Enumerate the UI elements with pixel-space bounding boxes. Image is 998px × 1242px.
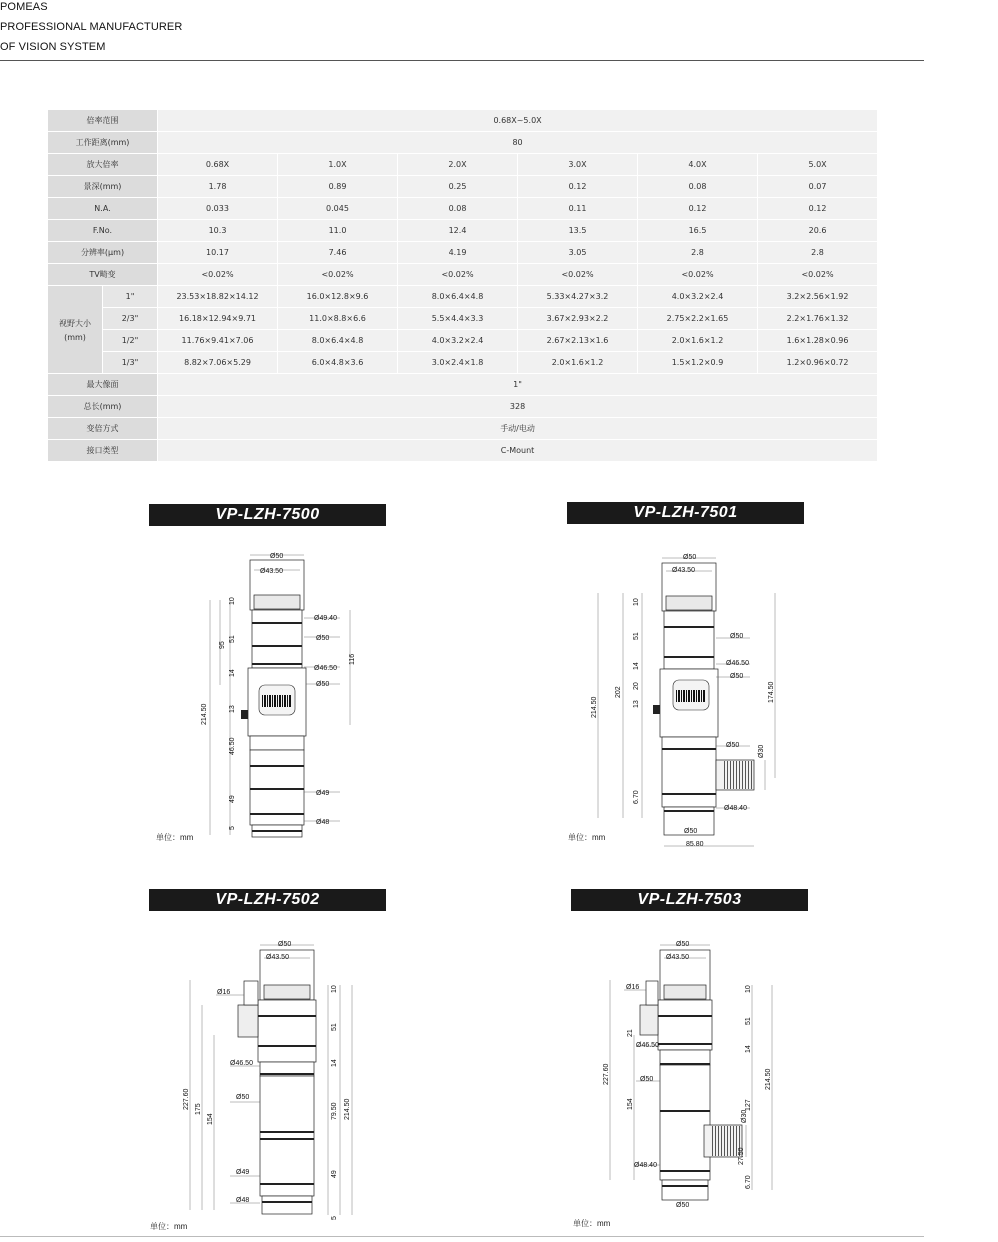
unit-label-7500: 单位：mm [156, 833, 194, 842]
distortion-cell: <0.02% [518, 264, 638, 286]
dim-d50b: Ø50 [730, 633, 744, 640]
model-title-7500: VP-LZH-7500 [149, 504, 386, 526]
fov-cell: 4.0×3.2×2.4 [398, 330, 518, 352]
fov-cell: 8.82×7.06×5.29 [158, 352, 278, 374]
dim-v22760: 227.60 [183, 1088, 190, 1110]
model-title-7501: VP-LZH-7501 [567, 502, 804, 524]
zoom-mode-value: 手动/电动 [158, 418, 878, 440]
dim-v51: 51 [745, 1017, 752, 1025]
drawing-7502 [180, 935, 360, 1225]
row-total-length [48, 396, 878, 418]
fov-sensor: 1" [103, 286, 158, 308]
footer-divider [0, 1236, 924, 1237]
dim-v10: 10 [229, 597, 236, 605]
max-image-label: 最大像面 [48, 374, 158, 396]
dim-d50e: Ø50 [684, 828, 698, 835]
fov-cell: 8.0×6.4×4.8 [278, 330, 398, 352]
max-image-value: 1" [158, 374, 878, 396]
distortion-cell: <0.02% [398, 264, 518, 286]
fov-cell: 5.33×4.27×3.2 [518, 286, 638, 308]
dim-d4650: Ø46.50 [636, 1042, 659, 1049]
dim-v14: 14 [331, 1059, 338, 1067]
fov-cell: 2.67×2.13×1.6 [518, 330, 638, 352]
row-mount [48, 440, 878, 462]
dim-v21: 21 [627, 1029, 634, 1037]
dim-d43: Ø43.50 [260, 568, 283, 575]
dim-v21450: 214.50 [765, 1068, 772, 1090]
dim-v13: 13 [229, 705, 236, 713]
dim-v175: 175 [195, 1103, 202, 1115]
total-length-value: 328 [158, 396, 878, 418]
total-length-label: 总长(mm) [48, 396, 158, 418]
dim-d50: Ø50 [676, 941, 690, 948]
brand-tagline-1: PROFESSIONAL MANUFACTURER [0, 21, 183, 33]
row-na [48, 198, 878, 220]
dim-v95: 95 [219, 641, 226, 649]
mount-label: 接口类型 [48, 440, 158, 462]
fov-sensor: 1/3" [103, 352, 158, 374]
fno-cell: 11.0 [278, 220, 398, 242]
dim-d4840: Ø48.40 [634, 1162, 657, 1169]
fov-cell: 2.0×1.6×1.2 [518, 352, 638, 374]
dim-v10: 10 [745, 985, 752, 993]
row-resolution [48, 242, 878, 264]
dim-d16: Ø16 [626, 984, 640, 991]
fov-cell: 6.0×4.8×3.6 [278, 352, 398, 374]
na-cell: 0.033 [158, 198, 278, 220]
resolution-cell: 2.8 [638, 242, 758, 264]
dim-d50d: Ø50 [726, 742, 740, 749]
dim-v22760: 227.60 [603, 1063, 610, 1085]
dim-v670: 6.70 [633, 790, 640, 804]
dim-v116: 116 [349, 653, 356, 665]
resolution-cell: 4.19 [398, 242, 518, 264]
model-title-7503: VP-LZH-7503 [571, 889, 808, 911]
drawing-7503 [598, 935, 783, 1215]
distortion-cell: <0.02% [758, 264, 878, 286]
magnification-label: 放大倍率 [48, 154, 158, 176]
dim-v14: 14 [745, 1045, 752, 1053]
resolution-cell: 7.46 [278, 242, 398, 264]
fov-cell: 2.2×1.76×1.32 [758, 308, 878, 330]
resolution-label: 分辨率(μm) [48, 242, 158, 264]
brand-block [0, 0, 182, 57]
fov-cell: 1.2×0.96×0.72 [758, 352, 878, 374]
dof-cell: 0.12 [518, 176, 638, 198]
dim-v5: 5 [229, 826, 236, 830]
dim-v8580: 85.80 [686, 841, 704, 848]
dim-v14: 14 [229, 669, 236, 677]
fov-cell: 11.76×9.41×7.06 [158, 330, 278, 352]
magnification-cell: 1.0X [278, 154, 398, 176]
fov-cell: 3.67×2.93×2.2 [518, 308, 638, 330]
distortion-cell: <0.02% [158, 264, 278, 286]
na-cell: 0.08 [398, 198, 518, 220]
brand-name: POMEAS [0, 1, 48, 13]
row-fov [48, 330, 878, 352]
dim-v14: 14 [633, 662, 640, 670]
magnification-range-value: 0.68X~5.0X [158, 110, 878, 132]
dim-d48: Ø48 [316, 819, 330, 826]
zoom-mode-label: 变倍方式 [48, 418, 158, 440]
fov-label [48, 286, 103, 374]
dim-v670: 6.70 [745, 1175, 752, 1189]
dim-v7950: 79.50 [331, 1102, 338, 1120]
row-zoom-mode [48, 418, 878, 440]
na-label: N.A. [48, 198, 158, 220]
dim-d50c: Ø50 [316, 681, 330, 688]
dim-v51: 51 [331, 1023, 338, 1031]
magnification-cell: 5.0X [758, 154, 878, 176]
fov-cell: 5.5×4.4×3.3 [398, 308, 518, 330]
dim-v2750: 27.50 [738, 1147, 745, 1165]
dof-cell: 0.25 [398, 176, 518, 198]
header-divider [0, 60, 924, 61]
resolution-cell: 3.05 [518, 242, 638, 264]
fov-sensor: 1/2" [103, 330, 158, 352]
row-fno [48, 220, 878, 242]
fno-cell: 10.3 [158, 220, 278, 242]
unit-label-7502: 单位：mm [150, 1222, 188, 1231]
brand-tagline-2: OF VISION SYSTEM [0, 41, 106, 53]
fov-cell: 3.0×2.4×1.8 [398, 352, 518, 374]
dim-d50b: Ø50 [316, 635, 330, 642]
dim-d4650: Ø46.50 [314, 665, 337, 672]
row-max-image [48, 374, 878, 396]
dim-v154: 154 [627, 1098, 634, 1110]
dim-v17450: 174.50 [768, 681, 775, 703]
magnification-cell: 3.0X [518, 154, 638, 176]
dim-v5: 5 [331, 1216, 338, 1220]
unit-label-7503: 单位：mm [573, 1219, 611, 1228]
row-fov [48, 286, 878, 308]
fov-cell: 3.2×2.56×1.92 [758, 286, 878, 308]
magnification-range-label: 倍率范围 [48, 110, 158, 132]
dim-d43: Ø43.50 [266, 954, 289, 961]
fov-cell: 2.0×1.6×1.2 [638, 330, 758, 352]
fno-cell: 16.5 [638, 220, 758, 242]
dim-v202: 202 [615, 686, 622, 698]
row-working-distance [48, 132, 878, 154]
dim-v21450: 214.50 [591, 696, 598, 718]
fov-cell: 4.0×3.2×2.4 [638, 286, 758, 308]
dim-d50b: Ø50 [640, 1076, 654, 1083]
dim-v4650: 46.50 [229, 737, 236, 755]
fov-sensor: 2/3" [103, 308, 158, 330]
dim-d43: Ø43.50 [672, 567, 695, 574]
fno-cell: 12.4 [398, 220, 518, 242]
row-magnification-range [48, 110, 878, 132]
distortion-cell: <0.02% [638, 264, 758, 286]
dim-d4650: Ø46.50 [726, 660, 749, 667]
dim-d30: Ø30 [741, 1109, 748, 1123]
fov-cell: 1.6×1.28×0.96 [758, 330, 878, 352]
fov-cell: 1.5×1.2×0.9 [638, 352, 758, 374]
dim-d48: Ø48 [236, 1197, 250, 1204]
fov-label-line2: (mm) [64, 332, 86, 342]
row-distortion [48, 264, 878, 286]
magnification-cell: 2.0X [398, 154, 518, 176]
fno-cell: 13.5 [518, 220, 638, 242]
fov-label-line1: 视野大小 [59, 318, 91, 328]
dof-cell: 0.07 [758, 176, 878, 198]
dim-d30: Ø30 [758, 744, 765, 758]
dim-v49: 49 [229, 795, 236, 803]
resolution-cell: 2.8 [758, 242, 878, 264]
drawing-7501 [590, 548, 790, 853]
dim-v21450: 214.50 [201, 703, 208, 725]
dim-d49: Ø49 [236, 1169, 250, 1176]
dim-v154: 154 [207, 1113, 214, 1125]
fov-cell: 16.18×12.94×9.71 [158, 308, 278, 330]
dim-d50: Ø50 [270, 553, 284, 560]
row-fov [48, 308, 878, 330]
working-distance-label: 工作距离(mm) [48, 132, 158, 154]
dim-d50c: Ø50 [730, 673, 744, 680]
fov-cell: 16.0×12.8×9.6 [278, 286, 398, 308]
dof-cell: 1.78 [158, 176, 278, 198]
dim-d50: Ø50 [278, 941, 292, 948]
distortion-cell: <0.02% [278, 264, 398, 286]
dim-v51: 51 [229, 635, 236, 643]
dim-v10: 10 [633, 598, 640, 606]
dim-v13: 13 [633, 700, 640, 708]
fno-label: F.No. [48, 220, 158, 242]
na-cell: 0.12 [758, 198, 878, 220]
dim-d50: Ø50 [683, 554, 697, 561]
row-fov [48, 352, 878, 374]
fov-cell: 23.53×18.82×14.12 [158, 286, 278, 308]
dim-d4840: Ø48.40 [724, 805, 747, 812]
model-title-7502: VP-LZH-7502 [149, 889, 386, 911]
dim-d4940: Ø49.40 [314, 615, 337, 622]
dim-d49: Ø49 [316, 790, 330, 797]
dof-cell: 0.89 [278, 176, 398, 198]
fov-cell: 11.0×8.8×6.6 [278, 308, 398, 330]
dof-cell: 0.08 [638, 176, 758, 198]
magnification-cell: 0.68X [158, 154, 278, 176]
dim-v127: 127 [745, 1099, 752, 1111]
dof-label: 景深(mm) [48, 176, 158, 198]
distortion-label: TV畸变 [48, 264, 158, 286]
resolution-cell: 10.17 [158, 242, 278, 264]
fno-cell: 20.6 [758, 220, 878, 242]
dim-v49: 49 [331, 1170, 338, 1178]
row-dof [48, 176, 878, 198]
na-cell: 0.12 [638, 198, 758, 220]
dim-d4650: Ø46.50 [230, 1060, 253, 1067]
na-cell: 0.045 [278, 198, 398, 220]
dim-d50c: Ø50 [676, 1202, 690, 1209]
working-distance-value: 80 [158, 132, 878, 154]
dim-d50b: Ø50 [236, 1094, 250, 1101]
row-magnification [48, 154, 878, 176]
magnification-cell: 4.0X [638, 154, 758, 176]
unit-label-7501: 单位：mm [568, 833, 606, 842]
dim-d43: Ø43.50 [666, 954, 689, 961]
dim-d16: Ø16 [217, 989, 231, 996]
spec-table [47, 109, 878, 462]
dim-v10: 10 [331, 985, 338, 993]
dim-v20: 20 [633, 682, 640, 690]
fov-cell: 8.0×6.4×4.8 [398, 286, 518, 308]
drawing-7500 [190, 545, 360, 850]
fov-cell: 2.75×2.2×1.65 [638, 308, 758, 330]
dim-v21450: 214.50 [344, 1098, 351, 1120]
na-cell: 0.11 [518, 198, 638, 220]
mount-value: C-Mount [158, 440, 878, 462]
dim-v51: 51 [633, 632, 640, 640]
